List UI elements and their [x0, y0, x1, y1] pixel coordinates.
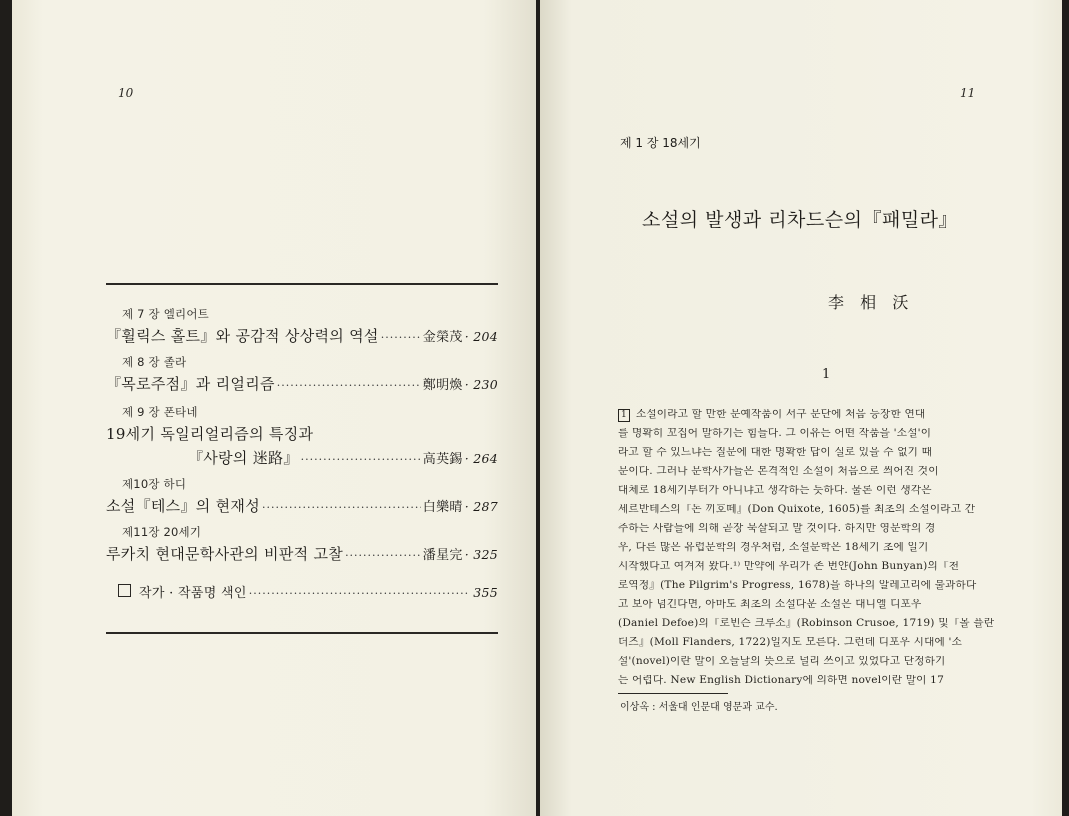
body-line: 주하는 사람들에 의해 곧장 묵살되고 말 것이다. 하지만 영문학의 경: [618, 523, 936, 534]
body-line: 우, 다른 많은 유럽문학의 경우처럼, 소설문학은 18세기 초에 일기: [618, 542, 929, 553]
leader-dots: [301, 453, 421, 466]
toc-page-number: · 230: [464, 377, 498, 392]
leader-dots: [249, 587, 469, 600]
toc-chapter-label: 제10장 하디: [122, 477, 187, 491]
square-bullet-icon: [118, 584, 131, 597]
page-number: 11: [960, 86, 976, 100]
leader-dots: [277, 379, 421, 392]
body-line: (Daniel Defoe)의『로빈슨 크루소』(Robinson Crusoe, 1719) 및『몰 플란: [618, 618, 995, 629]
right-page: [540, 0, 1062, 816]
body-line: 1 소설이라고 할 만한 문예작품이 서구 문단에 처음 등장한 연대: [618, 409, 1036, 422]
toc-title: 『휠릭스 홀트』와 공감적 상상력의 역설: [106, 327, 379, 345]
essay-title: 소설의 발생과 리차드슨의『패밀라』: [642, 209, 959, 231]
body-line: 시작했다고 여겨져 왔다.¹⁾ 만약에 우리가 존 번얀(John Bunyan)의『천: [618, 561, 960, 572]
leader-dots: [262, 501, 421, 514]
toc-title-line1: 19세기 독일리얼리즘의 특징과: [106, 425, 314, 443]
toc-page-number: · 325: [464, 547, 498, 562]
toc-title: 『목로주점』과 리얼리즘: [106, 375, 275, 393]
chapter-label: 제 1 장 18세기: [620, 136, 701, 150]
left-page: [12, 0, 536, 816]
author-name: 李 相 沃: [828, 293, 911, 312]
toc-chapter-label: 제 7 장 엘리어트: [122, 307, 209, 321]
body-line: 를 명확히 꼬집어 말하기는 힘들다. 그 이유는 어떤 작품을 '소설'이: [618, 428, 932, 439]
toc-entry: [106, 373, 498, 394]
toc-top-rule: [106, 283, 498, 285]
footnote: 이상옥 : 서울대 인문대 영문과 교수.: [620, 702, 778, 713]
page-number: 10: [118, 86, 134, 100]
footnote-rule: [618, 693, 728, 694]
body-line: 로역정』(The Pilgrim's Progress, 1678)을 하나의 알레고리에 불과하다: [618, 580, 977, 591]
toc-author: 潘星完: [422, 548, 463, 563]
toc-author: 鄭明煥: [422, 378, 463, 393]
toc-chapter-label: 제 9 장 폰타네: [122, 405, 198, 419]
toc-chapter-label: 제 8 장 졸라: [122, 355, 187, 369]
toc-author: 高英錫: [422, 452, 463, 467]
leader-dots: [345, 549, 421, 562]
toc-bottom-rule: [106, 632, 498, 634]
toc-entry: [106, 325, 498, 346]
toc-title: 『사랑의 迷路』: [188, 449, 299, 467]
section-number: 1: [822, 367, 831, 382]
toc-author: 金榮茂: [422, 330, 463, 345]
toc-page-number: · 264: [464, 451, 498, 466]
body-line: 세르반테스의『돈 끼호떼』(Don Quixote, 1605)를 최초의 소설이라고 간: [618, 504, 976, 515]
toc-chapter-label: 제11장 20세기: [122, 525, 202, 539]
toc-title: 소설『테스』의 현재성: [106, 497, 260, 515]
body-line: 문이다. 그러나 문학사가들은 본격적인 소설이 처음으로 씌어진 것이: [618, 466, 939, 477]
body-line: 라고 할 수 있느냐는 질문에 대한 명확한 답이 실로 있을 수 없기 때: [618, 447, 933, 458]
toc-entry: [106, 495, 498, 516]
body-line: 대체로 18세기부터가 아니냐고 생각하는 듯하다. 물론 이런 생각은: [618, 485, 932, 496]
toc-title: 작가 · 작품명 색인: [139, 586, 247, 601]
body-line: 설'(novel)이란 말이 오늘날의 뜻으로 널리 쓰이고 있었다고 단정하기: [618, 656, 946, 667]
body-line: 는 어렵다. New English Dictionary에 의하면 novel이란 말이 17: [618, 675, 945, 686]
toc-index-entry: [118, 582, 498, 601]
toc-author: 白樂晴: [422, 500, 463, 515]
paragraph-marker: 1: [618, 409, 630, 422]
leader-dots: [381, 331, 421, 344]
toc-page-number: · 204: [464, 329, 498, 344]
body-line: 고 보아 넘긴다면, 아마도 최초의 소설다운 소설은 대니엘 디포우: [618, 599, 922, 610]
body-line: 더즈』(Moll Flanders, 1722)일지도 모른다. 그런데 디포우 시대에 '소: [618, 637, 963, 648]
toc-title: 루카치 현대문학사관의 비판적 고찰: [106, 545, 344, 563]
toc-page-number: · 287: [464, 499, 498, 514]
toc-page-number: 355: [473, 585, 498, 600]
toc-entry: [188, 447, 498, 468]
toc-entry: [106, 543, 498, 564]
